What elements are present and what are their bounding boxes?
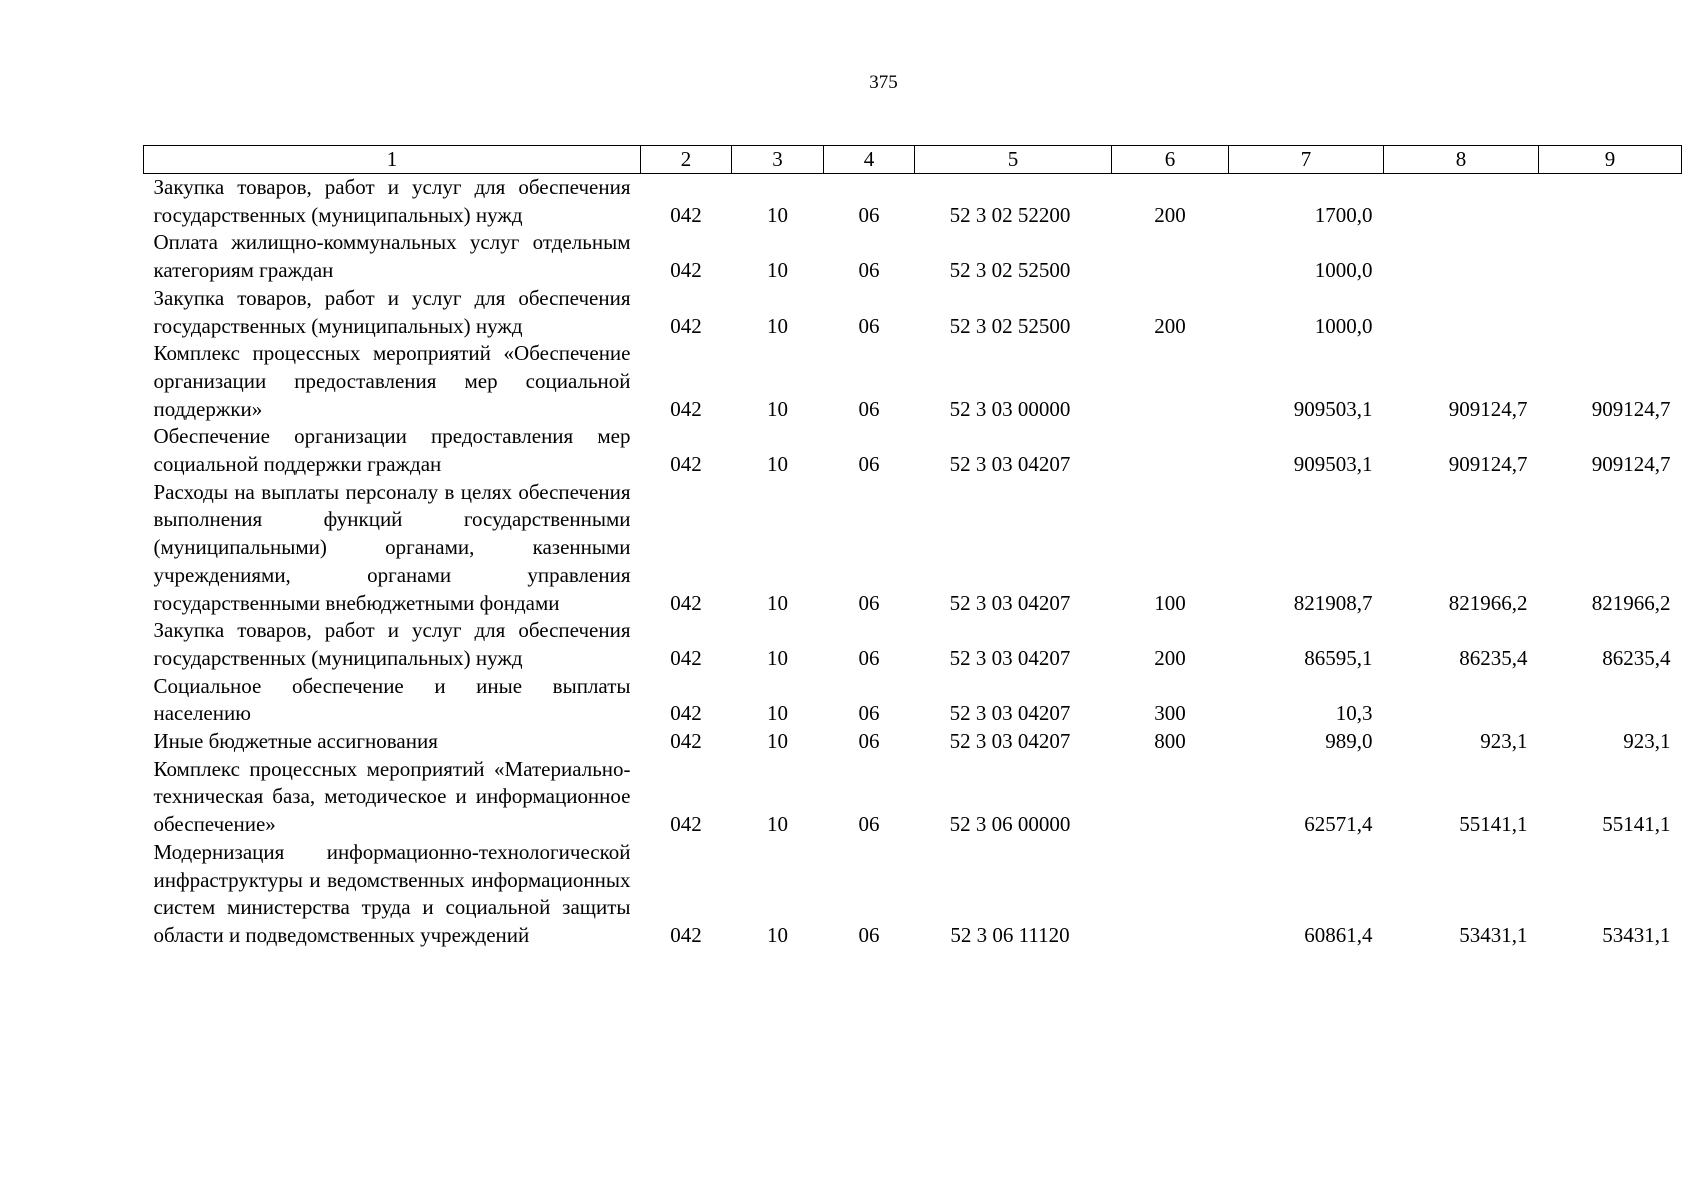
cell-section: 10 <box>767 202 788 227</box>
column-header: 1 <box>144 146 641 174</box>
cell-ministry: 042 <box>670 729 702 754</box>
table-row <box>144 174 1682 230</box>
cell-amount-8: 53431,1 <box>1459 922 1528 947</box>
cell-ministry: 042 <box>670 645 702 670</box>
cell-subsection: 06 <box>858 313 880 338</box>
column-header: 5 <box>915 146 1112 174</box>
cell-amount-8: 86235,4 <box>1459 645 1528 670</box>
table-row <box>144 617 1682 672</box>
header-row <box>144 146 1682 174</box>
table-row <box>144 340 1682 423</box>
cell-amount-8: 821966,2 <box>1448 590 1528 615</box>
column-header: 7 <box>1229 146 1384 174</box>
cell-amount-7: 62571,4 <box>1304 812 1373 837</box>
column-header: 2 <box>641 146 732 174</box>
cell-ministry: 042 <box>670 701 702 726</box>
cell-subsection: 06 <box>858 258 880 283</box>
cell-subsection: 06 <box>858 645 880 670</box>
cell-expense-type: 800 <box>1154 729 1186 754</box>
cell-amount-8: 909124,7 <box>1448 396 1528 421</box>
cell-target-article: 52 3 03 04207 <box>949 645 1071 670</box>
cell-expense-type: 200 <box>1154 313 1186 338</box>
row-name: Обеспечение организации предоставления мер социальной поддержки граждан <box>153 424 631 477</box>
cell-target-article: 52 3 03 04207 <box>949 452 1071 477</box>
table-header <box>144 146 1682 174</box>
cell-subsection: 06 <box>858 812 880 837</box>
column-header: 9 <box>1539 146 1682 174</box>
table-row <box>144 728 1682 756</box>
cell-amount-8: 923,1 <box>1480 729 1528 754</box>
cell-subsection: 06 <box>858 729 880 754</box>
cell-amount-9: 53431,1 <box>1602 922 1671 947</box>
table-row <box>144 229 1682 284</box>
cell-amount-7: 1700,0 <box>1314 202 1373 227</box>
row-name: Иные бюджетные ассигнования <box>153 729 438 754</box>
cell-expense-type <box>1112 839 1229 950</box>
cell-amount-7: 909503,1 <box>1293 396 1373 421</box>
cell-section: 10 <box>767 452 788 477</box>
table-row <box>144 673 1682 728</box>
table-row <box>144 756 1682 839</box>
cell-target-article: 52 3 02 52500 <box>949 258 1071 283</box>
table-row <box>144 479 1682 618</box>
cell-expense-type <box>1112 756 1229 839</box>
cell-amount-7: 1000,0 <box>1314 313 1373 338</box>
row-name: Социальное обеспечение и иные выплаты населению <box>153 673 631 726</box>
cell-expense-type: 100 <box>1154 590 1186 615</box>
row-name: Комплекс процессных мероприятий «Обеспечение организации предоставления мер социальной поддержки» <box>153 341 631 421</box>
cell-section: 10 <box>767 645 788 670</box>
table-body <box>144 174 1682 950</box>
cell-ministry: 042 <box>670 396 702 421</box>
cell-amount-9 <box>1539 229 1682 284</box>
row-name: Расходы на выплаты персоналу в целях обеспечения выполнения функций государственными (муниципальными) органами, казенными учреждениями, органами управления государственными внебюджетными фондами <box>153 479 631 615</box>
column-header: 8 <box>1384 146 1539 174</box>
cell-subsection: 06 <box>858 922 880 947</box>
cell-target-article: 52 3 03 04207 <box>949 729 1071 754</box>
cell-amount-8: 55141,1 <box>1459 812 1528 837</box>
column-header: 4 <box>824 146 915 174</box>
cell-ministry: 042 <box>670 258 702 283</box>
cell-target-article: 52 3 03 00000 <box>949 396 1071 421</box>
cell-expense-type: 200 <box>1154 202 1186 227</box>
cell-amount-9: 923,1 <box>1623 729 1671 754</box>
cell-amount-9: 909124,7 <box>1591 452 1671 477</box>
cell-section: 10 <box>767 922 788 947</box>
cell-amount-9 <box>1539 673 1682 728</box>
cell-subsection: 06 <box>858 590 880 615</box>
cell-amount-7: 10,3 <box>1335 701 1373 726</box>
table-row <box>144 285 1682 340</box>
cell-target-article: 52 3 02 52500 <box>949 313 1071 338</box>
cell-amount-7: 909503,1 <box>1293 452 1373 477</box>
cell-subsection: 06 <box>858 701 880 726</box>
cell-expense-type <box>1112 423 1229 478</box>
cell-amount-9 <box>1539 174 1682 230</box>
row-name: Закупка товаров, работ и услуг для обеспечения государственных (муниципальных) нужд <box>153 285 631 338</box>
cell-amount-8 <box>1384 673 1539 728</box>
cell-amount-7: 1000,0 <box>1314 258 1373 283</box>
cell-section: 10 <box>767 396 788 421</box>
cell-expense-type: 200 <box>1154 645 1186 670</box>
cell-amount-7: 989,0 <box>1325 729 1373 754</box>
cell-amount-8: 909124,7 <box>1448 452 1528 477</box>
cell-ministry: 042 <box>670 202 702 227</box>
row-name: Закупка товаров, работ и услуг для обеспечения государственных (муниципальных) нужд <box>153 175 631 227</box>
cell-amount-9 <box>1539 285 1682 340</box>
row-name: Закупка товаров, работ и услуг для обеспечения государственных (муниципальных) нужд <box>153 618 631 670</box>
cell-ministry: 042 <box>670 590 702 615</box>
cell-amount-8 <box>1384 285 1539 340</box>
cell-ministry: 042 <box>670 313 702 338</box>
cell-ministry: 042 <box>670 922 702 947</box>
cell-amount-9: 821966,2 <box>1591 590 1671 615</box>
cell-section: 10 <box>767 313 788 338</box>
cell-amount-9: 55141,1 <box>1602 812 1671 837</box>
cell-amount-9: 86235,4 <box>1602 645 1671 670</box>
table-row <box>144 423 1682 478</box>
cell-section: 10 <box>767 701 788 726</box>
cell-target-article: 52 3 03 04207 <box>949 590 1071 615</box>
cell-amount-7: 821908,7 <box>1293 590 1373 615</box>
cell-section: 10 <box>767 812 788 837</box>
cell-amount-8 <box>1384 174 1539 230</box>
cell-target-article: 52 3 06 00000 <box>949 812 1071 837</box>
cell-ministry: 042 <box>670 452 702 477</box>
cell-subsection: 06 <box>858 202 880 227</box>
row-name: Модернизация информационно-технологической инфраструктуры и ведомственных информационных систем министерства труда и социальной защиты области и подведомственных учреждений <box>153 839 631 947</box>
page-number: 375 <box>869 72 898 93</box>
cell-target-article: 52 3 03 04207 <box>949 701 1071 726</box>
column-header: 3 <box>732 146 824 174</box>
cell-target-article: 52 3 06 11120 <box>950 922 1070 947</box>
cell-section: 10 <box>767 258 788 283</box>
cell-section: 10 <box>767 590 788 615</box>
cell-subsection: 06 <box>858 396 880 421</box>
cell-subsection: 06 <box>858 452 880 477</box>
cell-section: 10 <box>767 729 788 754</box>
cell-expense-type <box>1112 340 1229 423</box>
column-header: 6 <box>1112 146 1229 174</box>
cell-amount-7: 86595,1 <box>1304 645 1373 670</box>
cell-amount-8 <box>1384 229 1539 284</box>
cell-expense-type <box>1112 229 1229 284</box>
budget-table <box>143 145 1682 950</box>
cell-ministry: 042 <box>670 812 702 837</box>
row-name: Оплата жилищно-коммунальных услуг отдельным категориям граждан <box>153 230 631 283</box>
cell-expense-type: 300 <box>1154 701 1186 726</box>
cell-amount-9: 909124,7 <box>1591 396 1671 421</box>
table-row <box>144 839 1682 950</box>
row-name: Комплекс процессных мероприятий «Материально-техническая база, методическое и информационное обеспечение» <box>153 756 631 837</box>
cell-target-article: 52 3 02 52200 <box>949 202 1071 227</box>
cell-amount-7: 60861,4 <box>1304 922 1373 947</box>
